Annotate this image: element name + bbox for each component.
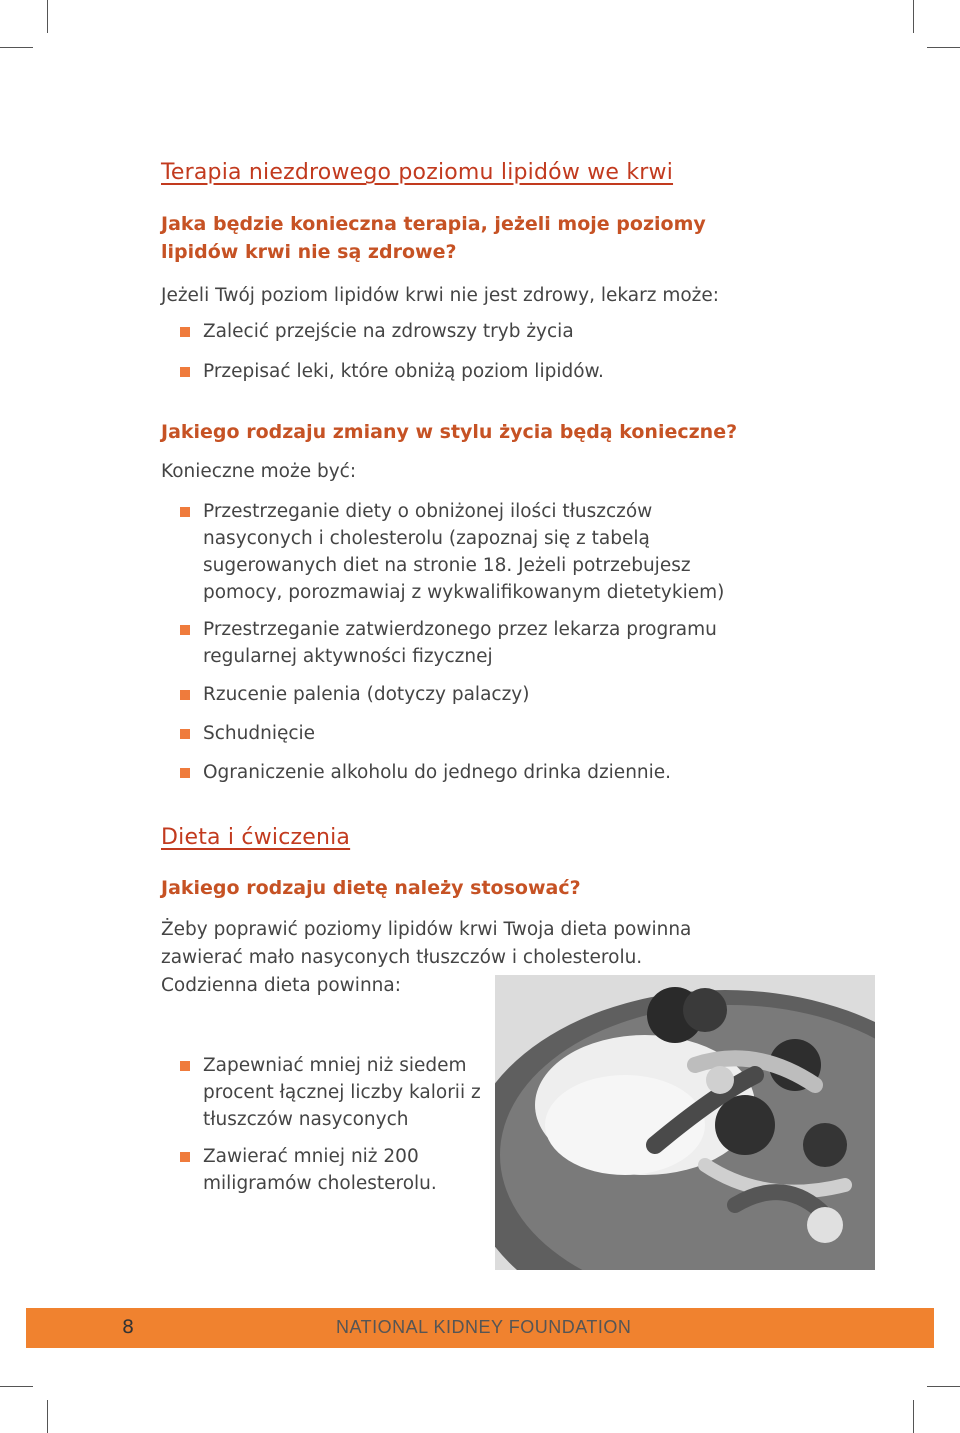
crop-mark: [913, 0, 914, 33]
food-plate-illustration: [495, 975, 875, 1270]
crop-mark: [0, 1386, 33, 1387]
crop-mark: [927, 1386, 960, 1387]
footer-bar: [26, 1308, 934, 1348]
bullet-square-icon: [180, 327, 190, 337]
question-lifestyle: Jakiego rodzaju zmiany w stylu życia będą konieczne?: [161, 421, 738, 443]
bullet-square-icon: [180, 729, 190, 739]
bullet-square-icon: [180, 768, 190, 778]
crop-mark: [0, 47, 33, 48]
bullet-square-icon: [180, 625, 190, 635]
crop-mark: [913, 1400, 914, 1433]
section-title-diet-exercise: Dieta i ćwiczenia: [161, 825, 351, 850]
bullet-square-icon: [180, 1152, 190, 1162]
bullet-square-icon: [180, 507, 190, 517]
section-title-lipid-therapy: Terapia niezdrowego poziomu lipidów we krwi: [161, 160, 674, 185]
diet-intro-paragraph: Żeby poprawić poziomy lipidów krwi Twoja dieta powinna zawierać mało nasyconych tłuszczów i cholesterolu. Codzienna dieta powinna:: [161, 919, 692, 996]
question-therapy: Jaka będzie konieczna terapia, jeżeli moje poziomy lipidów krwi nie są zdrowe?: [161, 213, 706, 263]
crop-mark: [47, 1400, 48, 1433]
intro-paragraph-2: Konieczne może być:: [161, 461, 357, 482]
crop-mark: [47, 0, 48, 33]
intro-paragraph: Jeżeli Twój poziom lipidów krwi nie jest zdrowy, lekarz może:: [161, 285, 719, 306]
food-plate-photo: [495, 975, 875, 1270]
bullet-square-icon: [180, 1061, 190, 1071]
page-number: 8: [122, 1316, 135, 1338]
bullet-square-icon: [180, 690, 190, 700]
question-diet: Jakiego rodzaju dietę należy stosować?: [161, 877, 581, 899]
bullet-square-icon: [180, 367, 190, 377]
organization-name: NATIONAL KIDNEY FOUNDATION: [336, 1317, 632, 1337]
crop-mark: [927, 47, 960, 48]
